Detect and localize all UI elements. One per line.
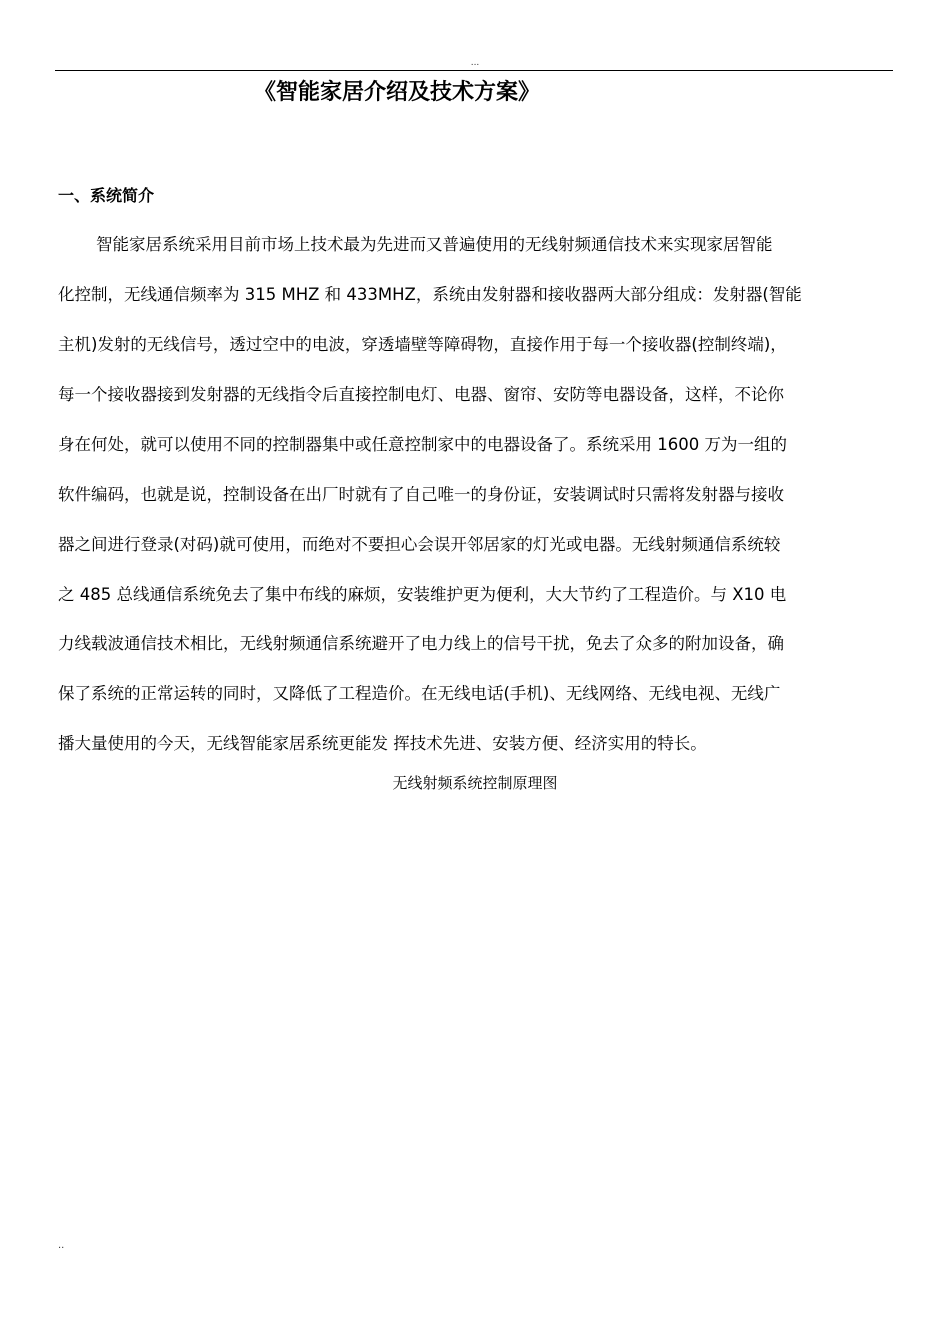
section-heading: 一、系统简介 [58,186,155,205]
page-header-mark: ... [470,58,480,68]
paragraph-line: 软件编码，也就是说，控制设备在出厂时就有了自己唯一的身份证，安装调试时只需将发射器与接收 [58,485,784,504]
header-divider [55,70,893,71]
paragraph-line: 播大量使用的今天，无线智能家居系统更能发 挥技术先进、安装方便、经济实用的特长。 [58,734,707,753]
document-title: 《智能家居介绍及技术方案》 [254,80,541,105]
paragraph-line: 保了系统的正常运转的同时，又降低了工程造价。在无线电话(手机)、无线网络、无线电视、无线广 [58,684,781,703]
paragraph-line: 身在何处，就可以使用不同的控制器集中或任意控制家中的电器设备了。系统采用 1600 万为一组的 [58,435,787,454]
paragraph-line: 之 485 总线通信系统免去了集中布线的麻烦，安装维护更为便利，大大节约了工程造价。与 X10 电 [58,585,787,604]
paragraph-line: 每一个接收器接到发射器的无线指令后直接控制电灯、电器、窗帘、安防等电器设备，这样，不论你 [58,385,784,404]
page-footer-mark: .. [58,1240,65,1251]
paragraph-line: 化控制，无线通信频率为 315 MHZ 和 433MHZ，系统由发射器和接收器两大部分组成：发射器(智能 [58,285,802,304]
paragraph-line: 智能家居系统采用目前市场上技术最为先进而又普遍使用的无线射频通信技术来实现家居智能 [96,235,773,254]
figure-caption: 无线射频系统控制原理图 [392,774,558,792]
paragraph-line: 主机)发射的无线信号，透过空中的电波，穿透墙壁等障碍物，直接作用于每一个接收器(控制终端)， [58,335,787,354]
paragraph-line: 器之间进行登录(对码)就可使用，而绝对不要担心会误开邻居家的灯光或电器。无线射频通信系统较 [58,535,781,554]
paragraph-line: 力线载波通信技术相比，无线射频通信系统避开了电力线上的信号干扰，免去了众多的附加设备，确 [58,634,784,653]
